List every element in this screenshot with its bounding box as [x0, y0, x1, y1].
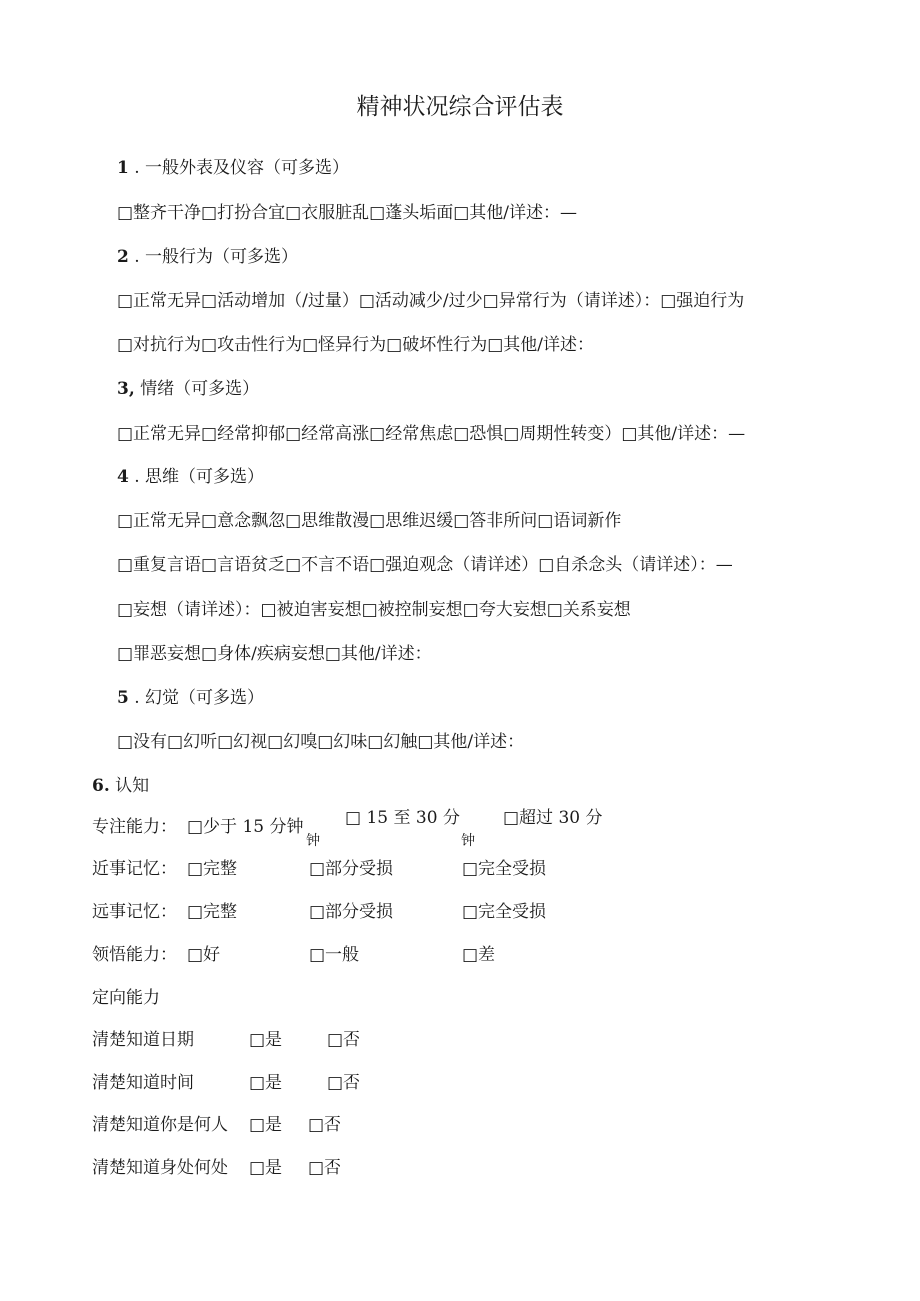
section-heading-thought	[117, 466, 264, 488]
orientation-date-yes[interactable]: □是	[249, 1030, 283, 1050]
thought-options-line-3[interactable]: □妄想（请详述）：□被迫害妄想□被控制妄想□夸大妄想□关系妄想	[117, 600, 631, 620]
orientation-date-label: 清楚知道日期	[92, 1030, 194, 1050]
attention-option-lt15[interactable]: □少于 15 分钟	[187, 817, 304, 837]
remote-memory-label: 远事记忆：	[92, 902, 177, 922]
comprehension-good[interactable]: □好	[187, 945, 221, 965]
section-heading-appearance	[117, 157, 349, 179]
section-number: 6.	[92, 776, 110, 796]
attention-option-gt30[interactable]: □超过 30 分	[503, 808, 603, 828]
remote-memory-intact[interactable]: □完整	[187, 902, 238, 922]
orientation-time-yes[interactable]: □是	[249, 1073, 283, 1093]
orientation-place-no[interactable]: □否	[308, 1158, 342, 1178]
orientation-place-label: 清楚知道身处何处	[92, 1158, 228, 1178]
orientation-date-no[interactable]: □否	[327, 1030, 361, 1050]
comprehension-poor[interactable]: □差	[462, 945, 496, 965]
orientation-person-no[interactable]: □否	[308, 1115, 342, 1135]
section-title: . 一般行为（可多选）	[128, 247, 299, 267]
section-heading-behavior	[117, 246, 298, 268]
comprehension-average[interactable]: □一般	[309, 945, 360, 965]
remote-memory-complete-loss[interactable]: □完全受损	[462, 902, 547, 922]
orientation-person-label: 清楚知道你是何人	[92, 1115, 228, 1135]
section-number: 5	[117, 688, 129, 708]
recent-memory-label: 近事记忆：	[92, 859, 177, 879]
section-title: 情绪（可多选）	[134, 379, 260, 399]
recent-memory-complete-loss[interactable]: □完全受损	[462, 859, 547, 879]
section-heading-hallucination	[117, 687, 264, 709]
comprehension-label: 领悟能力：	[92, 945, 177, 965]
section-number: 4	[117, 467, 129, 487]
orientation-time-no[interactable]: □否	[327, 1073, 361, 1093]
thought-options-line-1[interactable]: □正常无异□意念飘忽□思维散漫□思维迟缓□答非所问□语词新作	[117, 511, 622, 531]
attention-option-15-30[interactable]: □ 15 至 30 分	[345, 808, 460, 828]
hallucination-options[interactable]: □没有□幻听□幻视□幻嗅□幻味□幻触□其他/详述：	[117, 732, 525, 752]
remote-memory-partial[interactable]: □部分受损	[309, 902, 394, 922]
section-title: . 思维（可多选）	[128, 467, 265, 487]
attention-option-lt15-wrap: 钟	[306, 833, 320, 849]
page-title: 精神状况综合评估表	[356, 94, 564, 120]
section-title: . 一般外表及仪容（可多选）	[128, 158, 350, 178]
orientation-label: 定向能力	[92, 988, 160, 1008]
section-title: . 幻觉（可多选）	[128, 688, 265, 708]
mood-options[interactable]: □正常无异□经常抑郁□经常高涨□经常焦虑□恐惧□周期性转变）□其他/详述：—	[117, 424, 746, 444]
section-number: 3,	[117, 379, 135, 399]
orientation-person-yes[interactable]: □是	[249, 1115, 283, 1135]
thought-options-line-4[interactable]: □罪恶妄想□身体/疾病妄想□其他/详述：	[117, 644, 432, 664]
behavior-options-line-1[interactable]: □正常无异□活动增加（/过量）□活动减少/过少□异常行为（请详述）：□强迫行为	[117, 291, 745, 311]
appearance-options[interactable]: □整齐干净□打扮合宜□衣服脏乱□蓬头垢面□其他/详述：—	[117, 203, 578, 223]
attention-label: 专注能力：	[92, 817, 177, 837]
section-heading-cognition	[92, 775, 149, 797]
section-title: 认知	[109, 776, 150, 796]
thought-options-line-2[interactable]: □重复言语□言语贫乏□不言不语□强迫观念（请详述）□自杀念头（请详述）：—	[117, 555, 733, 575]
section-number: 2	[117, 247, 129, 267]
behavior-options-line-2[interactable]: □对抗行为□攻击性行为□怪异行为□破坏性行为□其他/详述：	[117, 335, 595, 355]
orientation-place-yes[interactable]: □是	[249, 1158, 283, 1178]
attention-option-15-30-wrap: 钟	[461, 833, 475, 849]
recent-memory-intact[interactable]: □完整	[187, 859, 238, 879]
recent-memory-partial[interactable]: □部分受损	[309, 859, 394, 879]
section-number: 1	[117, 158, 129, 178]
section-heading-mood	[117, 378, 259, 400]
orientation-time-label: 清楚知道时间	[92, 1073, 194, 1093]
